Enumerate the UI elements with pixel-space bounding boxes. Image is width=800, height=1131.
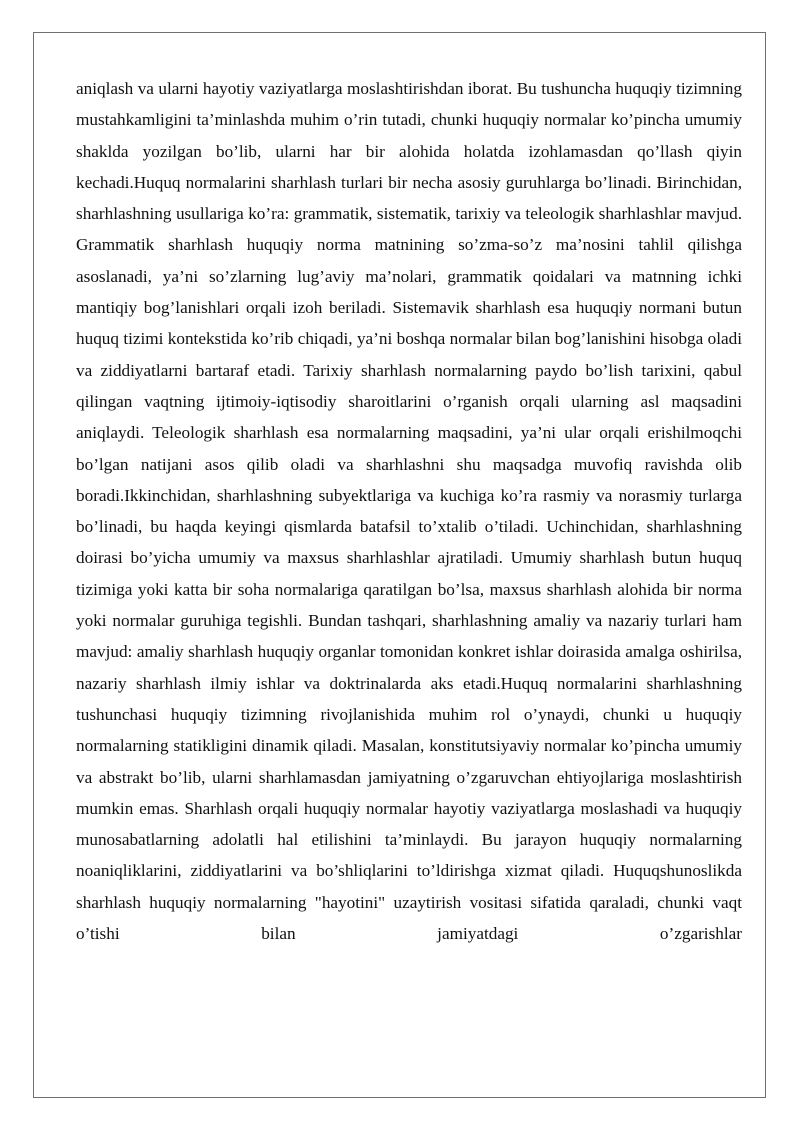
body-paragraph: aniqlash va ularni hayotiy vaziyatlarga moslashtirishdan iborat. Bu tushuncha huquqiy tizimning mustahkamligini ta’minlashda muhim o’rin tutadi, chunki huquqiy normalar ko’pincha umumiy shaklda yozilgan bo’lib, ularni har bir alohida holatda izohlamasdan qo’llash qiyin kechadi.Huquq normalarini sharhlash turlari bir necha asosiy guruhlarga bo’linadi. Birinchidan, sharhlashning usullariga ko’ra: grammatik, sistematik, tarixiy va teleologik sharhlashlar mavjud. Grammatik sharhlash huquqiy norma matnining so’zma-so’z ma’nosini tahlil qilishga asoslanadi, ya’ni so’zlarning lug’aviy ma’nolari, grammatik qoidalari va matnning ichki mantiqiy bog’lanishlari orqali izoh beriladi. Sistemavik sharhlash esa huquqiy normani butun huquq tizimi kontekstida ko’rib chiqadi, ya’ni boshqa normalar bilan bog’lanishini hisobga oladi va ziddiyatlarni bartaraf etadi. Tarixiy sharhlash normalarning paydo bo’lish tarixini, qabul qilingan vaqtning ijtimoiy-iqtisodiy sharoitlarini o’rganish orqali ularning asl maqsadini aniqlaydi. Teleologik sharhlash esa normalarning maqsadini, ya’ni ular orqali erishilmoqchi bo’lgan natijani asos qilib oladi va sharhlashni shu maqsadga muvofiq ravishda olib boradi.Ikkinchidan, sharhlashning subyektlariga va kuchiga ko’ra rasmiy va norasmiy turlarga bo’linadi, bu haqda keyingi qismlarda batafsil to’xtalib o’tiladi. Uchinchidan, sharhlashning doirasi bo’yicha umumiy va maxsus sharhlashlar ajratiladi. Umumiy sharhlash butun huquq tizimiga yoki katta bir soha normalariga qaratilgan bo’lsa, maxsus sharhlash alohida bir norma yoki normalar guruhiga tegishli. Bundan tashqari, sharhlashning amaliy va nazariy turlari ham mavjud: amaliy sharhlash huquqiy organlar tomonidan konkret ishlar doirasida amalga oshirilsa, nazariy sharhlash ilmiy ishlar va doktrinalarda aks etadi.Huquq normalarini sharhlashning tushunchasi huquqiy tizimning rivojlanishida muhim rol o’ynaydi, chunki u huquqiy normalarning statikligini dinamik qiladi. Masalan, konstitutsiyaviy normalar ko’pincha umumiy va abstrakt bo’lib, ularni sharhlamasdan jamiyatning o’zgaruvchan ehtiyojlariga moslashtirish mumkin emas. Sharhlash orqali huquqiy normalar hayotiy vaziyatlarga moslashadi va huquqiy munosabatlarning adolatli hal etilishini ta’minlaydi. Bu jarayon huquqiy normalarning noaniqliklarini, ziddiyatlarini va bo’shliqlarini to’ldirishga xizmat qiladi. Huquqshunoslikda sharhlash huquqiy normalarning "hayotini" uzaytirish vositasi sifatida qaraladi, chunki vaqt o’tishi bilan jamiyatdagi o’zgarishlar [76, 79, 742, 944]
